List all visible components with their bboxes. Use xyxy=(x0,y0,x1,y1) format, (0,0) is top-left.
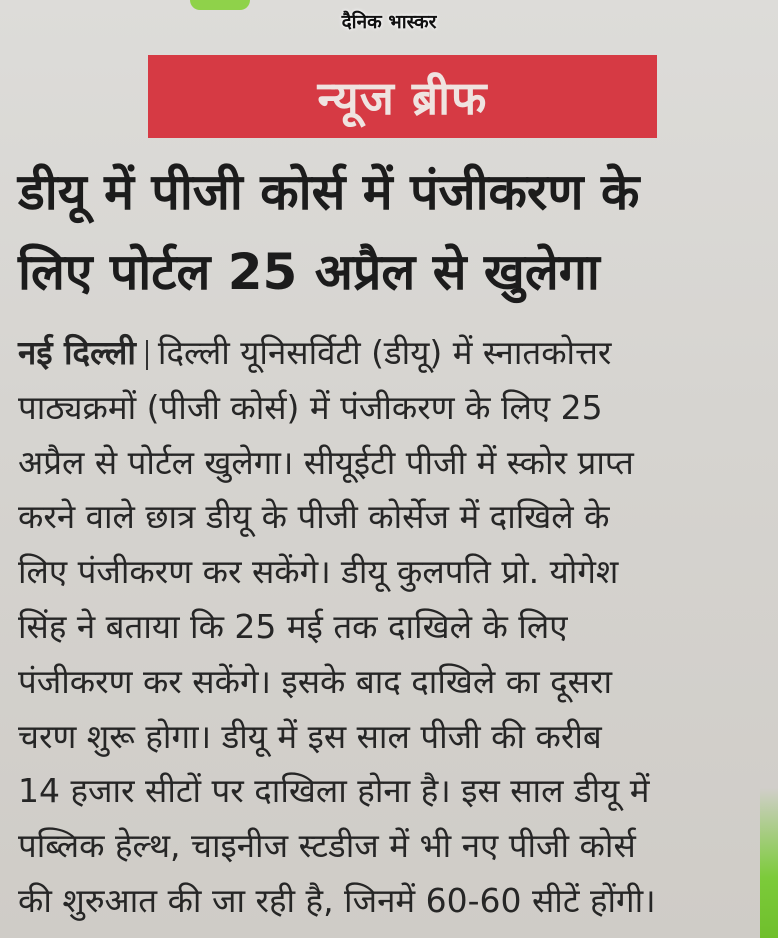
article-text: दिल्ली यूनिसर्विटी (डीयू) में स्नातकोत्तर xyxy=(157,333,612,372)
dateline: नई दिल्ली xyxy=(18,333,136,372)
article-line: सिंह ने बताया कि 25 मई तक दाखिले के लिए xyxy=(18,606,568,646)
article-body xyxy=(18,326,740,929)
article-line: पब्लिक हेल्थ, चाइनीज स्टडीज में भी नए पीजी कोर्स xyxy=(18,826,636,866)
article-line: की शुरुआत की जा रही है, जिनमें 60-60 सीटें होंगी। xyxy=(18,880,656,920)
headline xyxy=(18,152,766,312)
masthead: दैनिक भास्कर xyxy=(341,11,437,33)
article-line: 14 हजार सीटों पर दाखिला होना है। इस साल डीयू में xyxy=(18,771,650,811)
leaf-decoration xyxy=(760,788,778,938)
section-banner xyxy=(148,55,657,138)
article-line: पंजीकरण कर सकेंगे। इसके बाद दाखिले का दूसरा xyxy=(18,661,613,701)
section-label: न्यूज ब्रीफ xyxy=(317,70,488,125)
headline-line: डीयू में पीजी कोर्स में पंजीकरण के xyxy=(18,163,640,221)
dateline-separator xyxy=(146,340,148,370)
article-line: करने वाले छात्र डीयू के पीजी कोर्सेज में दाखिले के xyxy=(18,497,610,537)
headline-line: लिए पोर्टल 25 अप्रैल से खुलेगा xyxy=(18,243,600,301)
article-line: लिए पंजीकरण कर सकेंगे। डीयू कुलपति प्रो. योगेश xyxy=(18,552,619,592)
article-line xyxy=(18,326,740,381)
article-line: पाठ्यक्रमों (पीजी कोर्स) में पंजीकरण के लिए 25 xyxy=(18,387,603,427)
dateline-wrap xyxy=(18,326,611,381)
article-line: अप्रैल से पोर्टल खुलेगा। सीयूईटी पीजी में स्कोर प्राप्त xyxy=(18,442,634,482)
article-line: चरण शुरू होगा। डीयू में इस साल पीजी की करीब xyxy=(18,716,602,756)
